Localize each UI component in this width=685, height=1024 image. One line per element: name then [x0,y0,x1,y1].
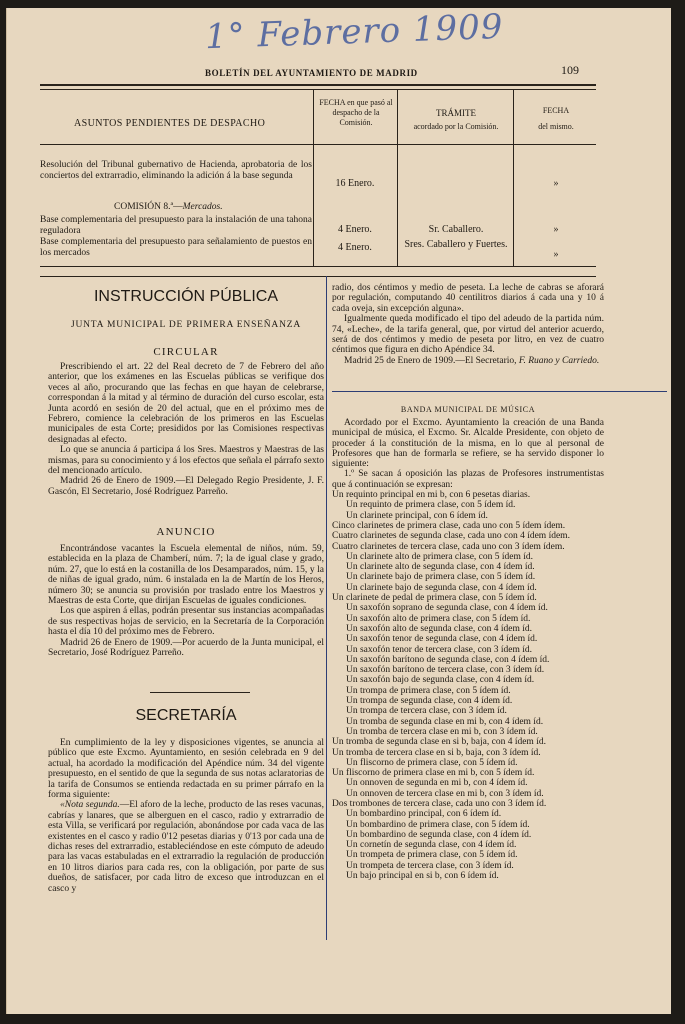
banda-body [332,418,604,881]
anuncio-paragraph-2: Los que aspiren á ellas, podrán presentar sus instancias acompañadas de sus respectivas hojas de servicio, en la Secretaría de la Corporación hasta el día 10 del próximo mes de Febrero. [48,606,324,638]
instrument-list-item: Un saxofón tenor de segunda clase, con 4 ídem íd. [346,634,538,645]
instrument-list-item: Un clarinete bajo de segunda clase, con 4 ídem íd. [346,582,537,593]
anuncio-title: ANUNCIO [156,526,216,538]
instrument-list-item: Un tromba de tercera clase en si b, baja, con 3 ídem íd. [332,747,541,758]
secretaria-continuation [332,283,604,366]
signature-text: Madrid 25 de Enero de 1909.—El Secretario, [344,355,517,366]
anuncio-paragraph-3: Madrid 26 de Enero de 1909.—Por acuerdo de la Junta municipal, el Secretario, José Rodríguez Parreño. [48,637,324,659]
table-header-fecha2: FECHA [542,106,570,115]
instrument-list-item: Un saxofón soprano de segunda clase, con 4 ídem íd. [346,603,548,614]
circular-paragraph-1: Prescribiendo el art. 22 del Real decreto de 7 de Febrero del año anterior, que los exámenes en las Escuelas públicas se verifique dos veces al año, procurando que las fechas en que hayan de celebrarse, correspondan á la mitad y al término de duración del curso escolar, esta Junta acordó en sesión de 20 del actual, que en el próximo mes de Febrero, comience la celebración de los primeros en las Escuelas municipales de esta Corte; presididos por las Comisiones respectivas designadas al efecto. [48,362,324,445]
secretaria-body [48,738,324,894]
instrument-list-item: Un clarinete bajo de primera clase, con 5 ídem íd. [346,572,536,583]
circular-title: CIRCULAR [153,346,219,358]
instrument-list-item: Un trompa de segunda clase, con 4 ídem íd. [346,696,513,707]
table-row-2-dot: » [553,224,559,235]
banda-top-rule [332,391,667,392]
instrument-list [332,490,604,881]
instrument-list-item: Un requinto principal en mi b, con 6 pesetas diarias. [332,490,531,501]
table-header-tramite-sub: acordado por la Comisión. [413,122,499,131]
handwritten-date: 1° Febrero 1909 [204,6,505,58]
commission-label: COMISIÓN 8.ª— [114,202,183,212]
instruccion-title: INSTRUCCIÓN PÚBLICA [93,288,279,305]
table-top-rule [40,84,596,86]
signature-name: F. Ruano y Carriedo. [518,355,600,366]
table-row-3-date: 4 Enero. [338,242,372,253]
table-row-1-text: Resolución del Tribunal gubernativo de Hacienda, aprobatoria de los conciertos del extrarradio, eliminando la adición á la base segunda [40,160,312,181]
table-bottom-rule [40,266,596,267]
instrument-list-item: Un cornetín de segunda clase, con 4 ídem íd. [346,840,517,851]
table-header-main: ASUNTOS PENDIENTES DE DESPACHO [74,118,266,129]
instrument-list-item: Un saxofón bajo de segunda clase, con 4 ídem íd. [346,675,535,686]
instrument-list-item: Un bombardino de segunda clase, con 4 ídem íd. [346,829,532,840]
instrument-list-item: Un tromba de segunda clase en mi b, con 4 ídem íd. [346,716,544,727]
secretaria-nota-label: «Nota segunda. [60,800,120,811]
instrument-list-item: Cinco clarinetes de primera clase, cada uno con 5 ídem ídem. [332,520,566,531]
table-header-fecha: FECHA en que pasó al despacho de la Comisión. [319,98,393,127]
instrument-list-item: Un saxofón tenor de tercera clase, con 3 ídem íd. [346,644,532,655]
commission-heading [114,202,223,213]
instrument-list-item: Un saxofón barítono de tercera clase, con 3 ídem íd. [346,665,545,676]
secretaria-nota [48,800,324,894]
instrument-list-item: Un bajo principal en si b, con 6 ídem íd. [346,871,499,882]
page-number: 109 [561,63,579,77]
circular-body [48,362,324,497]
table-row-1-date: 16 Enero. [335,178,375,189]
junta-title: JUNTA MUNICIPAL DE PRIMERA ENSEÑANZA [70,320,302,330]
instrument-list-item: Un tromba de tercera clase en mi b, con 3 ídem íd. [346,726,538,737]
instrument-list-item: Un clarinete alto de primera clase, con 5 ídem íd. [346,551,534,562]
instrument-list-item: Un trompa de tercera clase, con 3 ídem íd. [346,706,507,717]
banda-title: BANDA MUNICIPAL DE MÚSICA [400,405,536,414]
secretaria-nota-text: —El aforo de la leche, producto de las reses vacunas, cabrías y lanares, que se alberguen en el casco, radio y extrarradio de esta Villa, se verificará por regulación, abonándose por cada vaca de las existentes en el casco y radio 0'12 pesetas diarias y 0'13 por cada una de dichas reses del extrarradio, estableciéndose en este cómputo de adeudo para las vacas estabuladas en el extrarradio la regulación de producción en 10 litros diarios para cada res, con la obligación, por parte de sus dueños, de satisfacer, por cada litro de exceso que introduzcan en el casco y [48,800,324,894]
instrument-list-item: Un trompeta de tercera clase, con 3 ídem íd. [346,860,514,871]
running-header: BOLETÍN DEL AYUNTAMIENTO DE MADRID [205,68,418,78]
instrument-list-item: Un saxofón alto de primera clase, con 5 ídem íd. [346,613,531,624]
table-header-fecha2-sub: del mismo. [538,122,574,131]
table-header-tramite: TRÁMITE [436,108,476,118]
instrument-list-item: Un fliscorno de primera clase, con 5 ídem íd. [346,757,518,768]
commission-name: Mercados. [182,202,223,212]
instrument-list-item: Cuatro clarinetes de tercera clase, cada uno con 3 ídem ídem. [332,541,565,552]
table-row-2-tramite: Sr. Caballero. [428,224,484,235]
instrument-list-item: Un clarinete de pedal de primera clase, con 5 ídem íd. [332,593,537,604]
secretaria-title: SECRETARÍA [135,707,237,724]
banda-paragraph-2: 1.º Se sacan á oposición las plazas de Profesores instrumentistas que á continuación se expresan: [332,469,604,490]
columns-top-rule [40,276,596,277]
instrument-list-item: Un requinto de primera clase, con 5 ídem íd. [346,500,516,511]
anuncio-body [48,544,324,658]
instrument-list-item: Un bombardino principal, con 6 ídem íd. [346,809,502,820]
table-row-2-date: 4 Enero. [338,224,372,235]
section-separator [150,692,250,693]
table-row-2-text: Base complementaria del presupuesto para la instalación de una tahona reguladora [40,215,312,236]
instrument-list-item: Dos trombones de tercera clase, cada uno con 3 ídem íd. [332,798,547,809]
instrument-list-item: Un onnoven de tercera clase en mi b, con 3 ídem íd. [346,788,544,799]
table-col-divider-2 [397,89,398,266]
table-row-3-text: Base complementaria del presupuesto para señalamiento de puestos en los mercados [40,237,312,258]
column-divider [326,276,327,940]
instrument-list-item: Un fliscorno de primera clase en mi b, con 5 ídem íd. [332,768,535,779]
instrument-list-item: Un saxofón alto de segunda clase, con 4 ídem íd. [346,623,532,634]
anuncio-paragraph-1: Encontrándose vacantes la Escuela elemental de niños, núm. 59, establecida en la plaza de Chamberí, núm. 7; la de igual clase y grado, núm. 27, que lo está en la costanilla de los Desamparados, núm. 15, y la de niñas de igual grado, núm. 6 instalada en la de Martín de los Heros, número 30; se anuncia su provisión por traslado entre los Maestros y Maestras de esta Corte, que dirijan Escuelas de iguales condiciones. [48,544,324,607]
table-row-3-tramite: Sres. Caballero y Fuertes. [404,239,508,250]
instrument-list-item: Un clarinete alto de segunda clase, con 4 ídem íd. [346,562,535,573]
circular-paragraph-3: Madrid 26 de Enero de 1909.—El Delegado Regio Presidente, J. F. Gascón, El Secretario, José Rodríguez Parreño. [48,476,324,497]
instrument-list-item: Un tromba de segunda clase en si b, baja, con 4 ídem íd. [332,737,546,748]
table-col-divider-3 [513,89,514,266]
continuation-paragraph-1: radio, dos céntimos y medio de peseta. La leche de cabras se aforará por regulación, computando 40 centilitros diarios á cada una y 10 á cada oveja, sin excepción alguna». [332,283,604,314]
instrument-list-item: Un trompeta de primera clase, con 5 ídem íd. [346,850,518,861]
banda-paragraph-1: Acordado por el Excmo. Ayuntamiento la creación de una Banda municipal de música, el Excmo. Sr. Alcalde Presidente, con objeto de proceder á la constitución de la misma, en lo que al personal de Profesores que han de formarla se refiere, se ha servido disponer lo siguiente: [332,418,604,470]
instrument-list-item: Un onnoven de segunda en mi b, con 4 ídem íd. [346,778,528,789]
instrument-list-item: Un saxofón barítono de segunda clase, con 4 ídem íd. [346,654,550,665]
secretaria-paragraph-1: En cumplimiento de la ley y disposiciones vigentes, se anuncia al público que este Excmo. Ayuntamiento, en sesión celebrada en 9 del actual, ha acordado la modificación del Apéndice núm. 34 del vigente presupuesto, en el sentido de que la segunda de sus notas aclaratorias de la tarifa de Consumos se entienda redactada en su primer párrafo en la forma siguiente: [48,738,324,801]
instrument-list-item: Un clarinete principal, con 6 ídem íd. [346,510,488,521]
continuation-signature [332,356,604,366]
circular-paragraph-2: Lo que se anuncia á participa á los Sres. Maestros y Maestras de las mismas, para su conocimiento y á los efectos que señala el párrafo sexto del mencionado artículo. [48,445,324,477]
instrument-list-item: Un bombardino de primera clase, con 5 ídem íd. [346,819,530,830]
instrument-list-item: Un trompa de primera clase, con 5 ídem íd. [346,685,511,696]
instrument-list-item: Cuatro clarinetes de segunda clase, cada uno con 4 ídem ídem. [332,531,570,542]
continuation-paragraph-2: Igualmente queda modificado el tipo del adeudo de la partida núm. 74, «Leche», de la tarifa general, que, por virtud del anterior acuerdo, será de dos céntimos y medio de peseta por litro, en vez de cuatro céntimos que figura en dicho Apéndice 34. [332,314,604,356]
table-row-1-dot: » [553,178,559,189]
table-row-3-dot: » [553,249,559,260]
